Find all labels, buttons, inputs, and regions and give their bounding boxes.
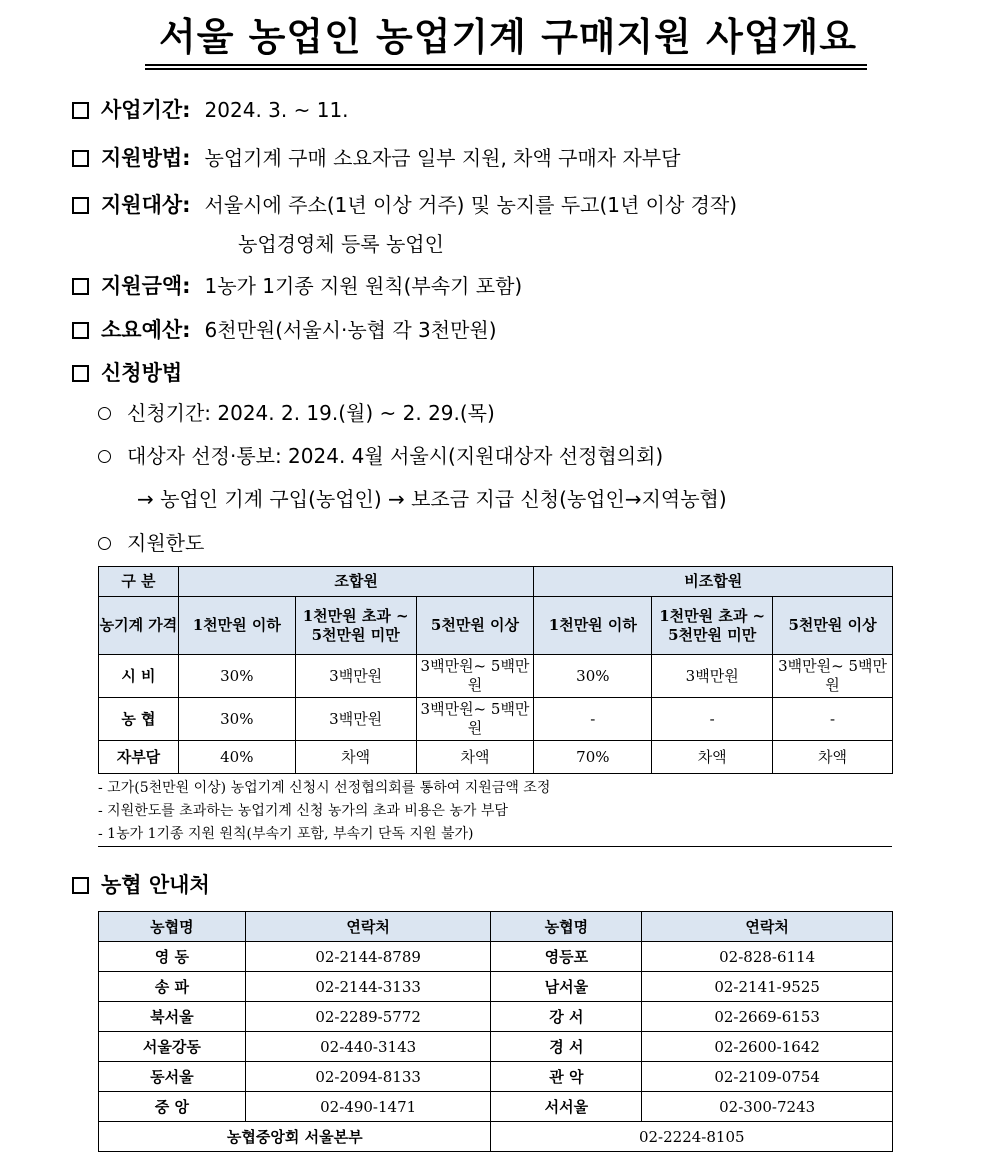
- contacts-label: 농협 안내처: [101, 873, 210, 897]
- branch-name: 북서울: [99, 1002, 246, 1032]
- branch-phone: 02-440-3143: [245, 1032, 491, 1062]
- target-value: 서울시에 주소(1년 이상 거주) 및 농지를 두고(1년 이상 경작): [204, 193, 738, 217]
- branch-name: 강 서: [491, 1002, 642, 1032]
- branch-name: 송 파: [99, 972, 246, 1002]
- section-contacts: [72, 872, 210, 898]
- price-col-4: 1천만원 이하: [534, 597, 652, 655]
- branch-phone: 02-300-7243: [642, 1092, 893, 1122]
- circle-bullet-icon: [98, 407, 111, 420]
- checkbox-icon: [72, 197, 89, 214]
- header-phone-2: 연락처: [642, 912, 893, 942]
- row-label: 농 협: [99, 698, 179, 741]
- branch-name: 남서울: [491, 972, 642, 1002]
- section-budget: [72, 317, 497, 343]
- branch-phone: 02-490-1471: [245, 1092, 491, 1122]
- table-row: [99, 1092, 893, 1122]
- circle-bullet-icon: [98, 450, 111, 463]
- branch-phone: 02-2141-9525: [642, 972, 893, 1002]
- table-row: [99, 1062, 893, 1092]
- section-period: [72, 97, 349, 123]
- price-col-3: 5천만원 이상: [416, 597, 534, 655]
- checkbox-icon: [72, 322, 89, 339]
- section-apply: [72, 360, 182, 386]
- apply-period-text: 신청기간: 2024. 2. 19.(월) ~ 2. 29.(목): [127, 401, 495, 425]
- branch-phone: 02-2144-3133: [245, 972, 491, 1002]
- contact-table: [98, 911, 893, 1152]
- apply-flow: → 농업인 기계 구입(농업인) → 보조금 지급 신청(농업인→지역농협): [137, 487, 727, 511]
- notes-block: [98, 777, 892, 847]
- table-cell: 3백만원: [295, 655, 416, 698]
- hq-name: 농협중앙회 서울본부: [99, 1122, 491, 1152]
- table-row: [99, 741, 893, 774]
- amount-label: 지원금액:: [101, 274, 191, 298]
- apply-label: 신청방법: [101, 361, 183, 385]
- branch-name: 영등포: [491, 942, 642, 972]
- table-row: [99, 1122, 893, 1152]
- row-label: 시 비: [99, 655, 179, 698]
- budget-label: 소요예산:: [101, 318, 191, 342]
- target-label: 지원대상:: [101, 193, 191, 217]
- header-member: 조합원: [178, 567, 534, 597]
- branch-name: 동서울: [99, 1062, 246, 1092]
- apply-notice: [98, 443, 663, 469]
- target-value-2: 농업경영체 등록 농업인: [238, 232, 444, 256]
- checkbox-icon: [72, 877, 89, 894]
- table-cell: 40%: [178, 741, 295, 774]
- branch-phone: 02-828-6114: [642, 942, 893, 972]
- checkbox-icon: [72, 150, 89, 167]
- limit-label: 지원한도: [127, 531, 205, 555]
- checkbox-icon: [72, 102, 89, 119]
- table-cell: -: [773, 698, 893, 741]
- branch-name: 영 동: [99, 942, 246, 972]
- limit-table: [98, 566, 893, 774]
- table-cell: 30%: [178, 655, 295, 698]
- table-cell: 3백만원: [652, 655, 773, 698]
- branch-name: 중 앙: [99, 1092, 246, 1122]
- note-item: - 고가(5천만원 이상) 농업기계 신청시 선정협의회를 통하여 지원금액 조정: [98, 780, 551, 796]
- method-value: 농업기계 구매 소요자금 일부 지원, 차액 구매자 자부담: [204, 146, 681, 170]
- header-nonmember: 비조합원: [534, 567, 893, 597]
- price-col-2: 1천만원 초과 ~ 5천만원 미만: [295, 597, 416, 655]
- header-phone: 연락처: [245, 912, 491, 942]
- circle-bullet-icon: [98, 537, 111, 550]
- table-cell: 30%: [534, 655, 652, 698]
- price-col-6: 5천만원 이상: [773, 597, 893, 655]
- checkbox-icon: [72, 365, 89, 382]
- checkbox-icon: [72, 278, 89, 295]
- title-underline: [145, 64, 867, 66]
- branch-phone: 02-2669-6153: [642, 1002, 893, 1032]
- branch-phone: 02-2600-1642: [642, 1032, 893, 1062]
- table-row: [99, 698, 893, 741]
- header-gubun: 구 분: [99, 567, 179, 597]
- branch-phone: 02-2094-8133: [245, 1062, 491, 1092]
- header-price: 농기계 가격: [99, 597, 179, 655]
- branch-name: 경 서: [491, 1032, 642, 1062]
- section-method: [72, 145, 680, 171]
- branch-name: 서서울: [491, 1092, 642, 1122]
- apply-limit: [98, 530, 204, 556]
- period-label: 사업기간:: [101, 98, 191, 122]
- table-cell: -: [534, 698, 652, 741]
- header-name-2: 농협명: [491, 912, 642, 942]
- table-row: [99, 1002, 893, 1032]
- table-row: [99, 972, 893, 1002]
- table-row: [99, 942, 893, 972]
- table-cell: 차액: [295, 741, 416, 774]
- row-label: 자부담: [99, 741, 179, 774]
- table-cell: 차액: [416, 741, 534, 774]
- title-underline-2: [145, 68, 867, 70]
- hq-phone: 02-2224-8105: [491, 1122, 893, 1152]
- note-item: - 1농가 1기종 지원 원칙(부속기 포함, 부속기 단독 지원 불가): [98, 826, 474, 842]
- table-cell: 70%: [534, 741, 652, 774]
- branch-name: 관 악: [491, 1062, 642, 1092]
- table-cell: 차액: [773, 741, 893, 774]
- price-col-5: 1천만원 초과 ~ 5천만원 미만: [652, 597, 773, 655]
- page-title: 서울 농업인 농업기계 구매지원 사업개요: [159, 15, 857, 59]
- table-cell: 3백만원~ 5백만원: [773, 655, 893, 698]
- branch-phone: 02-2109-0754: [642, 1062, 893, 1092]
- apply-period: [98, 400, 495, 426]
- table-cell: 차액: [652, 741, 773, 774]
- apply-notice-text: 대상자 선정·통보: 2024. 4월 서울시(지원대상자 선정협의회): [127, 444, 664, 468]
- budget-value: 6천만원(서울시·농협 각 3천만원): [204, 318, 497, 342]
- table-cell: 3백만원: [295, 698, 416, 741]
- table-cell: 3백만원~ 5백만원: [416, 698, 534, 741]
- amount-value: 1농가 1기종 지원 원칙(부속기 포함): [204, 274, 523, 298]
- price-col-1: 1천만원 이하: [178, 597, 295, 655]
- table-row: [99, 655, 893, 698]
- table-cell: -: [652, 698, 773, 741]
- branch-name: 서울강동: [99, 1032, 246, 1062]
- branch-phone: 02-2144-8789: [245, 942, 491, 972]
- period-value: 2024. 3. ~ 11.: [204, 98, 349, 122]
- table-cell: 30%: [178, 698, 295, 741]
- note-item: - 지원한도를 초과하는 농업기계 신청 농가의 초과 비용은 농가 부담: [98, 803, 508, 819]
- section-amount: [72, 273, 522, 299]
- method-label: 지원방법:: [101, 146, 191, 170]
- header-name: 농협명: [99, 912, 246, 942]
- table-row: [99, 1032, 893, 1062]
- section-target: [72, 192, 737, 218]
- table-cell: 3백만원~ 5백만원: [416, 655, 534, 698]
- branch-phone: 02-2289-5772: [245, 1002, 491, 1032]
